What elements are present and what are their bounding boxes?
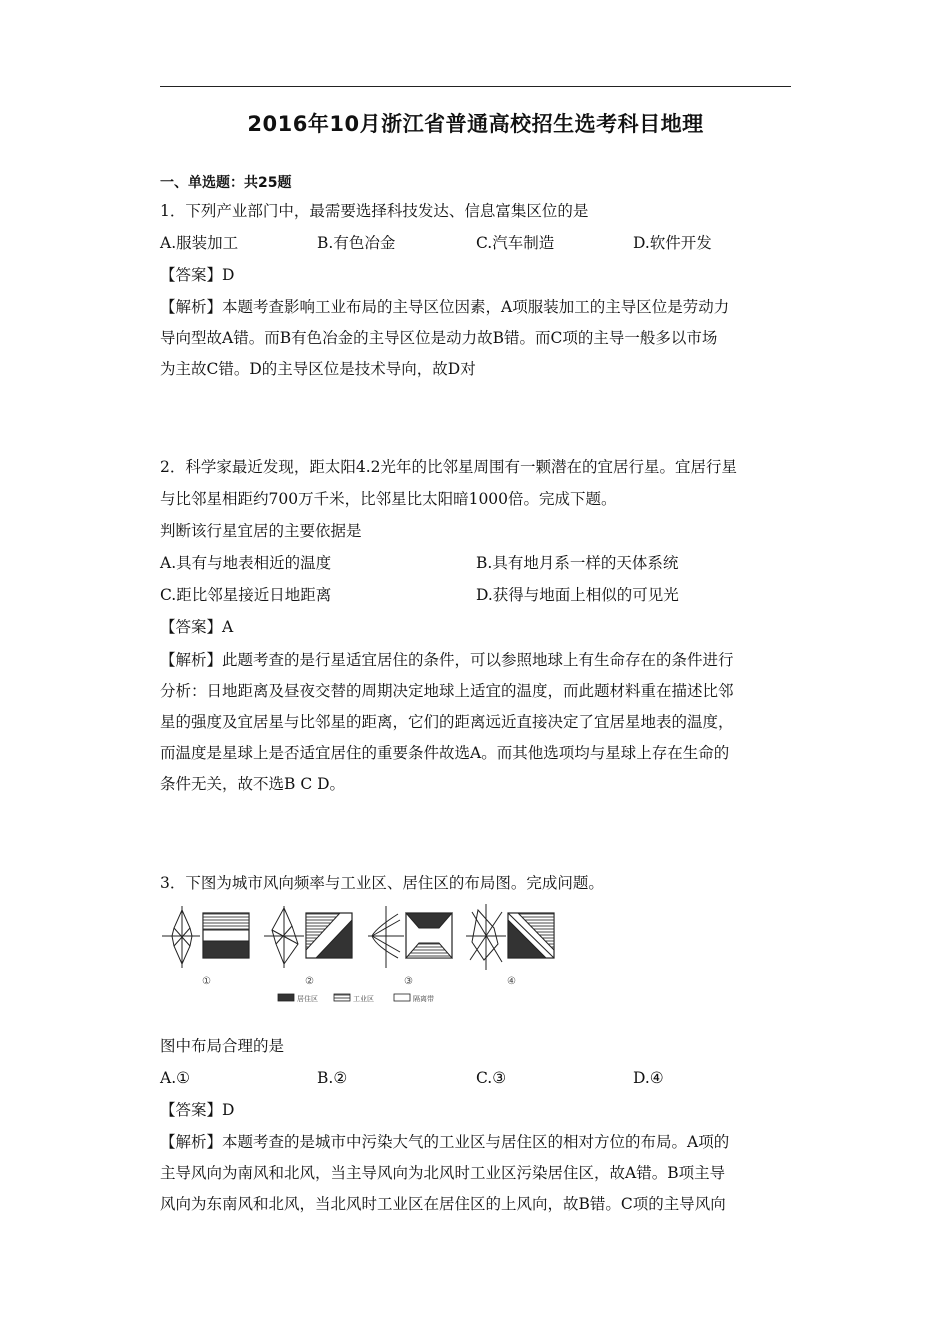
q3-option-b: B.②: [317, 1069, 348, 1087]
q3-option-a: A.①: [160, 1069, 191, 1087]
section-heading: 一、单选题：共25题: [160, 175, 292, 191]
q3-sub-question: 图中布局合理的是: [160, 1037, 285, 1055]
layout-block-2: [306, 913, 352, 958]
q2-analysis-line: 【解析】此题考查的是行星适宜居住的条件，可以参照地球上有生命存在的条件进行: [160, 651, 734, 669]
figure-label-4: ④: [507, 976, 516, 987]
q2-analysis-line: 星的强度及宜居星与比邻星的距离，它们的距离远近直接决定了宜居星地表的温度，: [160, 713, 734, 731]
q1-stem: 1．下列产业部门中，最需要选择科技发达、信息富集区位的是: [160, 202, 589, 220]
page-title: 2016年10月浙江省普通高校招生选考科目地理: [247, 112, 704, 136]
q3-option-d: D.④: [633, 1069, 664, 1087]
q1-answer: 【答案】D: [160, 266, 235, 284]
q2-sub-question: 判断该行星宜居的主要依据是: [160, 522, 362, 540]
q2-option-c: C.距比邻星接近日地距离: [160, 586, 332, 604]
legend-industrial: 工业区: [353, 995, 374, 1003]
q1-analysis-line: 导向型故A错。而B有色冶金的主导区位是动力故B错。而C项的主导一般多以市场: [160, 329, 718, 347]
q1-option-c: C.汽车制造: [476, 234, 555, 252]
q3-option-c: C.③: [476, 1069, 507, 1087]
top-rule: [160, 86, 791, 87]
q2-analysis-line: 分析：日地距离及昼夜交替的周期决定地球上适宜的温度，而此题材料重在描述比邻: [160, 682, 734, 700]
wind-layout-figure: [158, 898, 558, 1010]
wind-rose-3: [368, 906, 404, 968]
q1-analysis-line: 为主故C错。D的主导区位是技术导向，故D对: [160, 360, 476, 378]
q1-option-b: B.有色冶金: [317, 234, 396, 252]
wind-rose-4: [466, 904, 506, 970]
q3-stem: 3．下图为城市风向频率与工业区、居住区的布局图。完成问题。: [160, 874, 604, 892]
q2-stem-line: 2．科学家最近发现，距太阳4.2光年的比邻星周围有一颗潜在的宜居行星。宜居行星: [160, 458, 738, 476]
q3-analysis-line: 主导风向为南风和北风，当主导风向为北风时工业区污染居住区，故A错。B项主导: [160, 1164, 726, 1182]
q2-stem-line: 与比邻星相距约700万千米，比邻星比太阳暗1000倍。完成下题。: [160, 490, 617, 508]
q2-option-b: B.具有地月系一样的天体系统: [476, 554, 679, 572]
wind-rose-1: [162, 906, 200, 968]
legend-residential: 居住区: [297, 995, 318, 1003]
legend-buffer: 隔离带: [413, 995, 434, 1003]
q1-option-d: D.软件开发: [633, 234, 712, 252]
figure-label-1: ①: [202, 976, 211, 987]
figure-label-2: ②: [305, 976, 314, 987]
q2-answer: 【答案】A: [160, 618, 234, 636]
q2-option-d: D.获得与地面上相似的可见光: [476, 586, 679, 604]
q3-answer: 【答案】D: [160, 1101, 235, 1119]
q3-analysis-line: 【解析】本题考查的是城市中污染大气的工业区与居住区的相对方位的布局。A项的: [160, 1133, 730, 1151]
q1-analysis-line: 【解析】本题考查影响工业布局的主导区位因素，A项服装加工的主导区位是劳动力: [160, 298, 730, 316]
q2-analysis-line: 而温度是星球上是否适宜居住的重要条件故选A。而其他选项均与星球上存在生命的: [160, 744, 730, 762]
layout-block-1: [203, 913, 249, 958]
q3-analysis-line: 风向为东南风和北风，当北风时工业区在居住区的上风向，故B错。C项的主导风向: [160, 1195, 726, 1213]
q2-analysis-line: 条件无关，故不选B C D。: [160, 775, 346, 793]
layout-block-4: [508, 913, 554, 958]
q2-option-a: A.具有与地表相近的温度: [160, 554, 332, 572]
layout-block-3: [406, 913, 452, 958]
wind-rose-2: [264, 906, 304, 968]
figure-label-3: ③: [404, 976, 413, 987]
figure-legend: [278, 994, 434, 1003]
q1-option-a: A.服装加工: [160, 234, 239, 252]
